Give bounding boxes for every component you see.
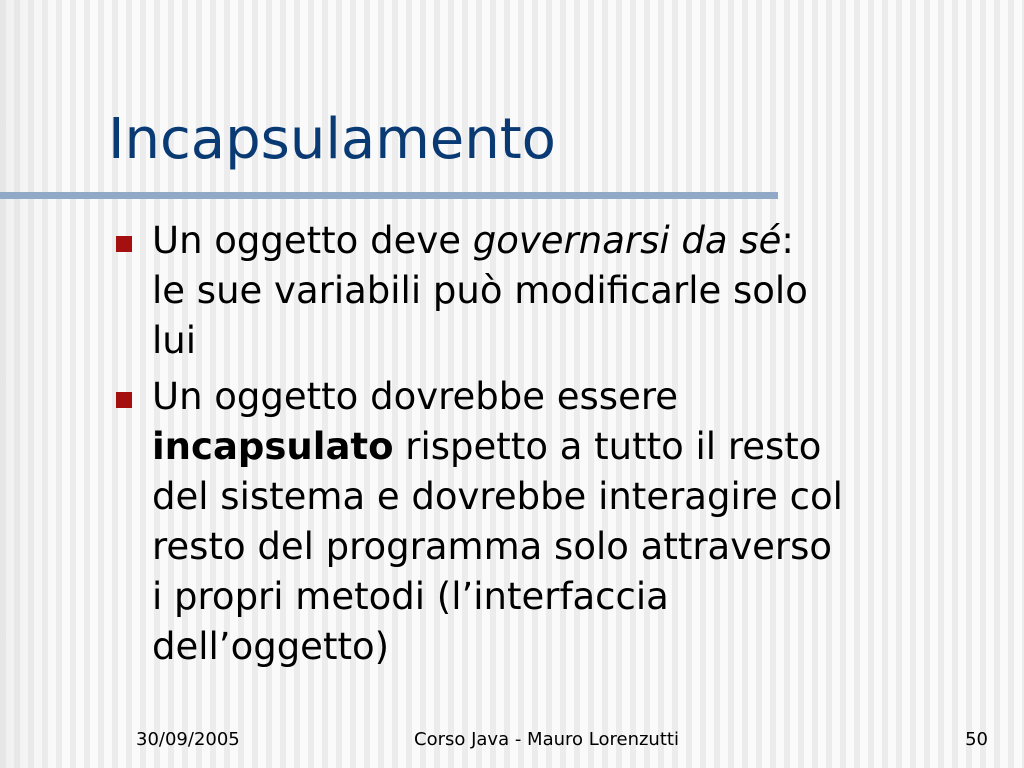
bullet-text: Un oggetto deve	[152, 219, 473, 262]
bullet-line: i propri metodi (l’interfaccia	[152, 575, 669, 618]
bullet-line	[152, 422, 1016, 472]
footer-page-number: 50	[965, 729, 988, 750]
bullet-item	[116, 216, 1016, 366]
bullet-line: Un oggetto dovrebbe essere	[152, 375, 679, 418]
bullet-line: del sistema e dovrebbe interagire col	[152, 475, 843, 518]
bullet-square-icon	[116, 392, 132, 408]
bullet-line: lui	[152, 319, 197, 362]
slide-title: Incapsulamento	[108, 107, 556, 172]
footer-date: 30/09/2005	[136, 729, 240, 750]
bullet-text: :	[781, 219, 794, 262]
bullet-square-icon	[116, 236, 132, 252]
bullet-text: rispetto a tutto il resto	[393, 425, 822, 468]
footer-course: Corso Java - Mauro Lorenzutti	[414, 729, 679, 750]
bullet-line: resto del programma solo attraverso	[152, 525, 833, 568]
bullet-line: dell’oggetto)	[152, 625, 390, 668]
bullet-list	[116, 216, 1016, 678]
bullet-line: le sue variabili può modificarle solo	[152, 269, 808, 312]
bullet-strong: incapsulato	[152, 425, 394, 468]
bullet-line	[152, 216, 1016, 266]
bullet-item	[116, 372, 1016, 672]
bullet-emphasis: governarsi da sé	[472, 219, 782, 262]
title-divider	[0, 192, 778, 199]
background-decoration	[0, 0, 60, 768]
